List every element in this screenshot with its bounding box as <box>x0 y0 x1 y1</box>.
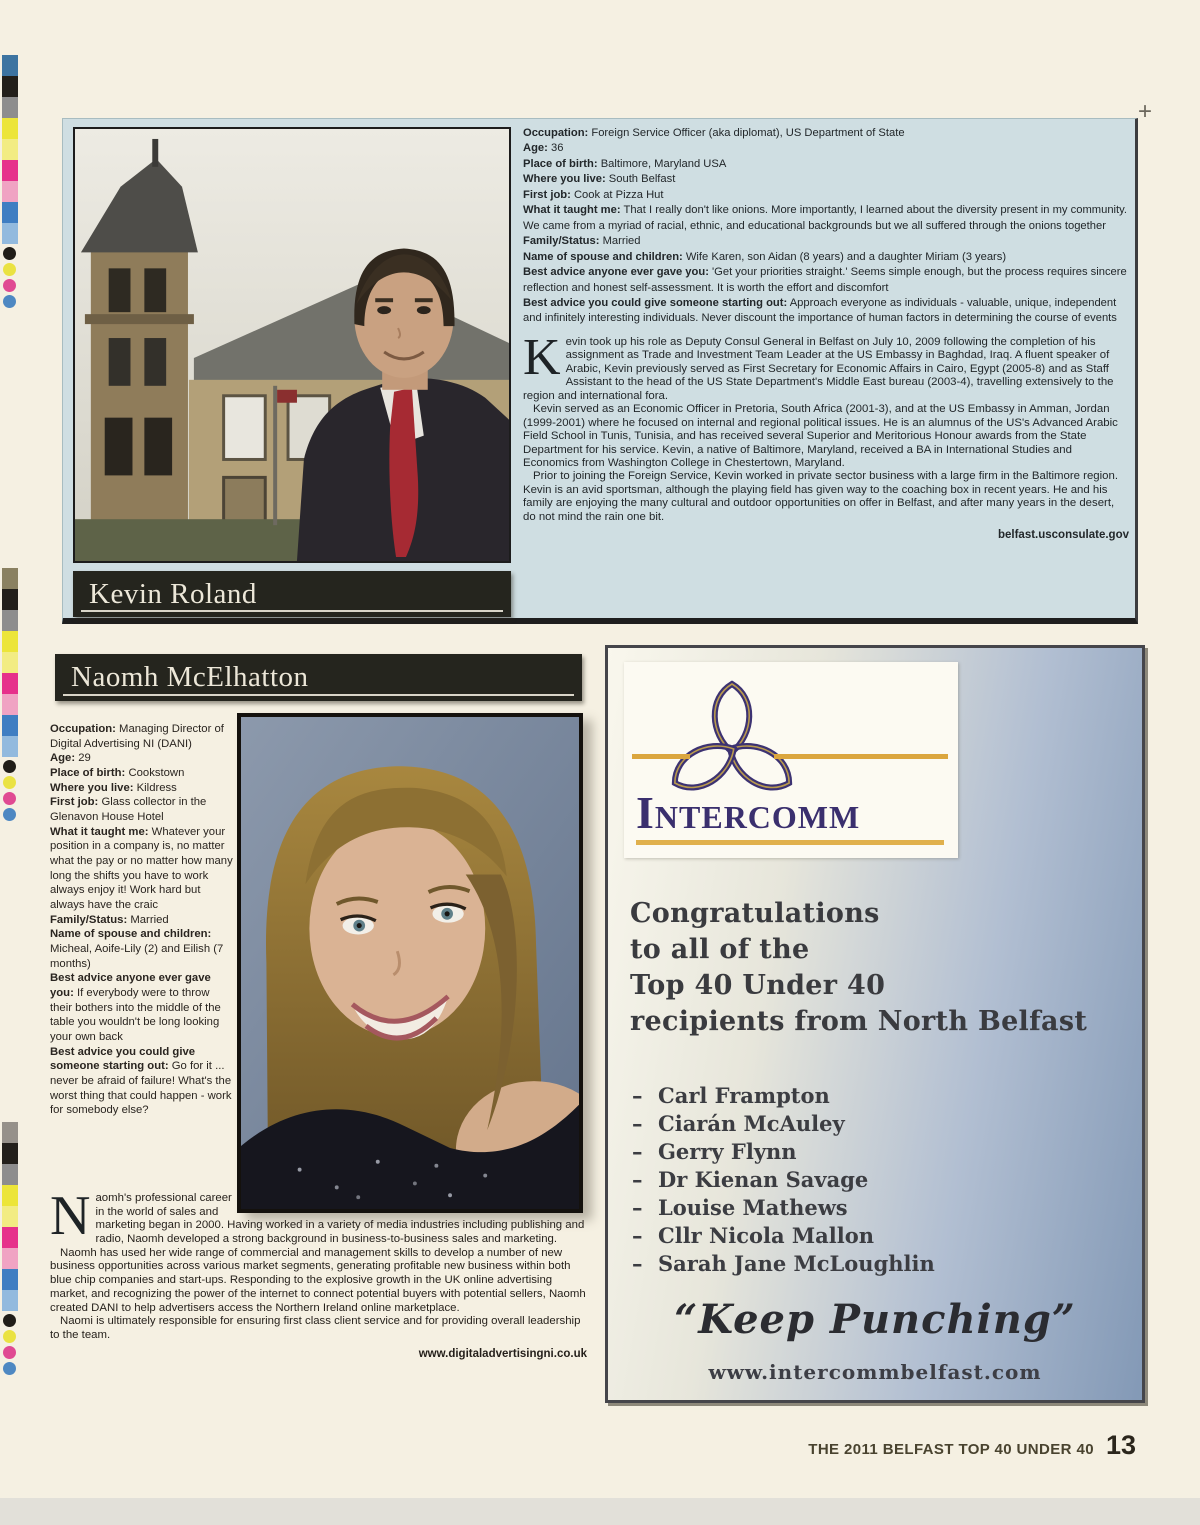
field-value: Cook at Pizza Hut <box>573 188 664 201</box>
field-value: 36 <box>550 142 564 155</box>
naomh-header-bar <box>55 654 582 701</box>
ad-headline-line: Congratulations <box>630 898 880 929</box>
profile-field <box>50 1045 234 1118</box>
color-dot <box>3 776 16 789</box>
field-value: Approach everyone as individuals - valuable, unique, independent and infinitely interesting individuals. Never discount the importance of human factors in determining the course of events <box>523 296 1117 325</box>
profile-field <box>523 250 1129 265</box>
field-value: Married <box>602 235 641 248</box>
footer-title: THE 2011 BELFAST TOP 40 UNDER 40 <box>808 1441 1094 1458</box>
field-value: Whatever your position in a company is, no matter what the pay or no matter how many long the shifts you have to work always enjoy it! Work hard but always have the craic <box>50 825 233 912</box>
color-block <box>2 1248 18 1269</box>
naomh-photo-illustration <box>241 717 579 1209</box>
naomh-website-link[interactable]: www.digitaladvertisingni.co.uk <box>418 1347 587 1360</box>
ad-headline-line: Top 40 Under 40 <box>630 969 886 1001</box>
field-value: Managing Director of Digital Advertising NI (DANI) <box>50 723 224 750</box>
kevin-profile-text <box>523 126 1129 543</box>
color-block <box>2 97 18 118</box>
profile-field <box>50 781 234 796</box>
field-value: Wife Karen, son Aidan (8 years) and a daughter Miriam (3 years) <box>685 250 1007 263</box>
field-value: Kildress <box>136 781 177 794</box>
field-label: First job: <box>50 796 99 809</box>
name-bar-underline <box>81 610 503 612</box>
field-label: Name of spouse and children: <box>523 250 683 263</box>
printer-color-bar <box>2 568 18 821</box>
field-label: Place of birth: <box>50 767 126 780</box>
color-block <box>2 1164 18 1185</box>
color-dot <box>3 295 16 308</box>
color-block <box>2 568 18 589</box>
bio-paragraph <box>50 1185 587 1247</box>
kevin-fields <box>523 126 1129 327</box>
bio-paragraph <box>523 328 1129 403</box>
color-block <box>2 55 18 76</box>
naomh-photo <box>237 713 583 1213</box>
field-label: Best advice anyone ever gave you: <box>523 266 709 279</box>
color-block <box>2 736 18 757</box>
color-block <box>2 1269 18 1290</box>
color-dot <box>3 1314 16 1327</box>
field-value: Baltimore, Maryland USA <box>600 157 727 170</box>
bio-paragraph: Kevin served as an Economic Officer in Pretoria, South Africa (2001-3), and at the US Embassy in Amman, Jordan (1999-2001) where he focused on internal and regional political issues. He is an alumnus of the US's Advanced Arabic Field School in Tunis, Tunisia, and has received several Superior and Meritorious Honour awards from the State Department for his service. Kevin, a native of Baltimore, Maryland, received a BA in International Studies and Economics from Washington College in Chestertown, Maryland. <box>523 403 1118 469</box>
profile-field <box>50 766 234 781</box>
kevin-photo-illustration <box>75 129 509 561</box>
bio-paragraph: Prior to joining the Foreign Service, Kevin worked in private sector business with a large firm in the Baltimore region. Kevin is an avid sportsman, although the playing field has given way to the coaching box in recent years. He and his family are enjoying the many cultural and outdoor opportunities on offer in Belfast, and after many years in the desert, do not mind the rain one bit. <box>523 470 1118 523</box>
field-value: That I really don't like onions. More importantly, I learned about the diversity present in my community. We came from a myriad of racial, ethnic, and educational backgrounds but we all suffered through the onions together <box>523 204 1128 232</box>
color-dot <box>3 1346 16 1359</box>
recipient-item <box>632 1250 1132 1278</box>
field-label: Where you live: <box>523 173 606 186</box>
field-value: 'Get your priorities straight.' Seems simple enough, but the process requires sincere reflection and honest self-assessment. It is worth the effort and discomfort <box>523 266 1127 294</box>
printer-color-bar <box>2 1122 18 1375</box>
profile-field <box>523 265 1129 296</box>
profile-field <box>523 141 1129 156</box>
dash-bullet: – <box>632 1195 643 1220</box>
field-value: If everybody were to throw their bothers into the middle of the table you wouldn't be long looking your own back <box>50 987 221 1044</box>
dash-bullet: – <box>632 1139 643 1164</box>
naomh-bio-rest <box>50 1247 587 1343</box>
profile-field <box>523 157 1129 172</box>
intercomm-wordmark: Intercomm <box>636 787 861 838</box>
profile-field <box>523 188 1129 203</box>
field-value: Glass collector in the Glenavon House Hotel <box>50 796 207 824</box>
field-value: Cookstown <box>128 767 185 780</box>
color-dot <box>3 279 16 292</box>
color-block <box>2 1206 18 1227</box>
scan-edge <box>0 1498 1200 1525</box>
kevin-bio-rest <box>523 403 1129 524</box>
recipient-name: Dr Kienan Savage <box>658 1167 869 1192</box>
field-label: First job: <box>523 188 571 201</box>
color-block <box>2 694 18 715</box>
field-label: Age: <box>523 142 548 155</box>
dash-bullet: – <box>632 1251 643 1276</box>
field-label: Family/Status: <box>50 913 128 926</box>
recipient-item <box>632 1110 1132 1138</box>
profile-field <box>50 795 234 824</box>
ad-recipients-list <box>632 1082 1132 1278</box>
color-dot <box>3 263 16 276</box>
profile-field <box>523 172 1129 187</box>
printer-color-bar <box>2 55 18 308</box>
recipient-item <box>632 1166 1132 1194</box>
field-value: Go for it ... never be afraid of failure! What's the worst thing that could happen - work for somebody else? <box>50 1060 232 1117</box>
profile-field <box>523 126 1129 141</box>
field-value: Foreign Service Officer (aka diplomat), US Department of State <box>591 127 905 139</box>
profile-field <box>50 971 234 1044</box>
color-block <box>2 139 18 160</box>
field-label: Best advice anyone ever gave you: <box>50 972 211 1000</box>
recipient-name: Gerry Flynn <box>658 1139 797 1164</box>
dash-bullet: – <box>632 1223 643 1248</box>
recipient-name: Carl Frampton <box>658 1083 830 1108</box>
dash-bullet: – <box>632 1083 643 1108</box>
field-value: 29 <box>78 752 91 765</box>
profile-field <box>50 825 234 913</box>
intercomm-ad <box>605 645 1145 1403</box>
color-block <box>2 1185 18 1206</box>
field-label: Place of birth: <box>523 157 598 170</box>
color-dot <box>3 1330 16 1343</box>
recipient-item <box>632 1138 1132 1166</box>
field-value: South Belfast <box>608 173 676 186</box>
bio-paragraph: Naomi is ultimately responsible for ensuring first class client service and for providing overall leadership to the team. <box>50 1315 581 1341</box>
ad-slogan: “Keep Punching” <box>674 1296 1076 1343</box>
triquetra-icon <box>666 684 798 798</box>
recipient-item <box>632 1194 1132 1222</box>
page-number: 13 <box>1105 1430 1136 1460</box>
field-label: Where you live: <box>50 781 134 794</box>
kevin-website-link[interactable]: belfast.usconsulate.gov <box>997 529 1129 542</box>
intercomm-logo-art <box>624 662 958 858</box>
color-dot <box>3 1362 16 1375</box>
color-block <box>2 223 18 244</box>
color-block <box>2 589 18 610</box>
color-block <box>2 652 18 673</box>
color-block <box>2 1122 18 1143</box>
profile-field <box>50 913 234 928</box>
profile-field <box>50 751 234 766</box>
field-value: Micheal, Aoife-Lily (2) and Eilish (7 months) <box>50 943 224 970</box>
naomh-fields <box>50 722 234 1118</box>
profile-field <box>50 722 234 751</box>
color-block <box>2 1290 18 1311</box>
dash-bullet: – <box>632 1167 643 1192</box>
drop-cap: N <box>50 1185 91 1247</box>
color-dot <box>3 808 16 821</box>
color-block <box>2 715 18 736</box>
intercomm-logo <box>624 662 958 858</box>
color-dot <box>3 760 16 773</box>
profile-field <box>523 296 1129 327</box>
recipient-name: Cllr Nicola Mallon <box>658 1223 874 1248</box>
color-block <box>2 202 18 223</box>
ad-headline <box>630 896 1130 1040</box>
field-label: What it taught me: <box>523 204 621 217</box>
recipient-item <box>632 1222 1132 1250</box>
recipient-name: Louise Mathews <box>658 1195 848 1220</box>
field-label: Occupation: <box>523 127 589 139</box>
bio-text: aomh's professional career in the world of sales and marketing began in 2000. Having worked in a variety of media industries including publishing and radio, Naomh developed a strong background in business-to-business sales and marketing. <box>95 1192 585 1246</box>
color-dot <box>3 792 16 805</box>
ad-headline-line: recipients from North Belfast <box>630 1005 1088 1037</box>
field-label: Family/Status: <box>523 235 600 248</box>
name-bar-underline <box>63 694 574 696</box>
kevin-name-bar <box>73 571 511 617</box>
color-dot <box>3 247 16 260</box>
color-block <box>2 118 18 139</box>
color-block <box>2 1227 18 1248</box>
recipient-name: Ciarán McAuley <box>658 1111 845 1136</box>
field-label: What it taught me: <box>50 825 149 838</box>
profile-field <box>523 203 1129 234</box>
color-block <box>2 631 18 652</box>
recipient-item <box>632 1082 1132 1110</box>
ad-website-link[interactable]: www.intercommbelfast.com <box>708 1360 1042 1384</box>
registration-mark-icon: + <box>1138 98 1153 125</box>
naomh-bio <box>50 1185 587 1361</box>
photo-overlap-spacer <box>235 1192 587 1214</box>
bio-text: evin took up his role as Deputy Consul General in Belfast on July 10, 2009 following the completion of his assignment as Trade and Investment Team Leader at the US Embassy in Baghdad, Iraq. A fluent speaker of Arabic, Kevin previously served as First Secretary for Economic Affairs in Cairo, Egypt (2005-8) and as Staff Assistant to the head of the US State Department's Middle East bureau (2003-4), travelling extensively to the region and international fora. <box>523 335 1114 402</box>
ad-headline-line: to all of the <box>630 933 810 965</box>
dash-bullet: – <box>632 1111 643 1136</box>
kevin-profile-panel <box>62 118 1138 624</box>
color-block <box>2 673 18 694</box>
field-value: Married <box>130 913 169 926</box>
drop-cap: K <box>523 328 561 386</box>
field-label: Best advice you could give someone starting out: <box>50 1045 196 1073</box>
profile-field <box>523 234 1129 249</box>
naomh-name-label: Naomh McElhatton <box>71 661 309 693</box>
color-block <box>2 76 18 97</box>
color-block <box>2 1143 18 1164</box>
bio-paragraph: Naomh has used her wide range of commercial and management skills to develop a number of new business opportunities across various market segments, generating profitable new business within both blue chip companies and start-ups. Responding to the explosive growth in the UK online advertising market, and recognizing the power of the internet to connect potential buyers with potential sellers, Naomh created DANI to help advertisers access the Northern Ireland online marketplace. <box>50 1246 586 1314</box>
kevin-photo <box>73 127 511 563</box>
field-label: Name of spouse and children: <box>50 928 212 941</box>
page-footer <box>808 1430 1136 1461</box>
profile-field <box>50 927 234 971</box>
recipient-name: Sarah Jane McLoughlin <box>658 1251 935 1276</box>
field-label: Best advice you could give someone starting out: <box>523 296 788 309</box>
color-block <box>2 610 18 631</box>
color-block <box>2 160 18 181</box>
field-label: Occupation: <box>50 723 116 735</box>
kevin-name-label: Kevin Roland <box>89 577 257 610</box>
kevin-bio <box>523 328 1129 543</box>
color-block <box>2 181 18 202</box>
field-label: Age: <box>50 752 76 765</box>
